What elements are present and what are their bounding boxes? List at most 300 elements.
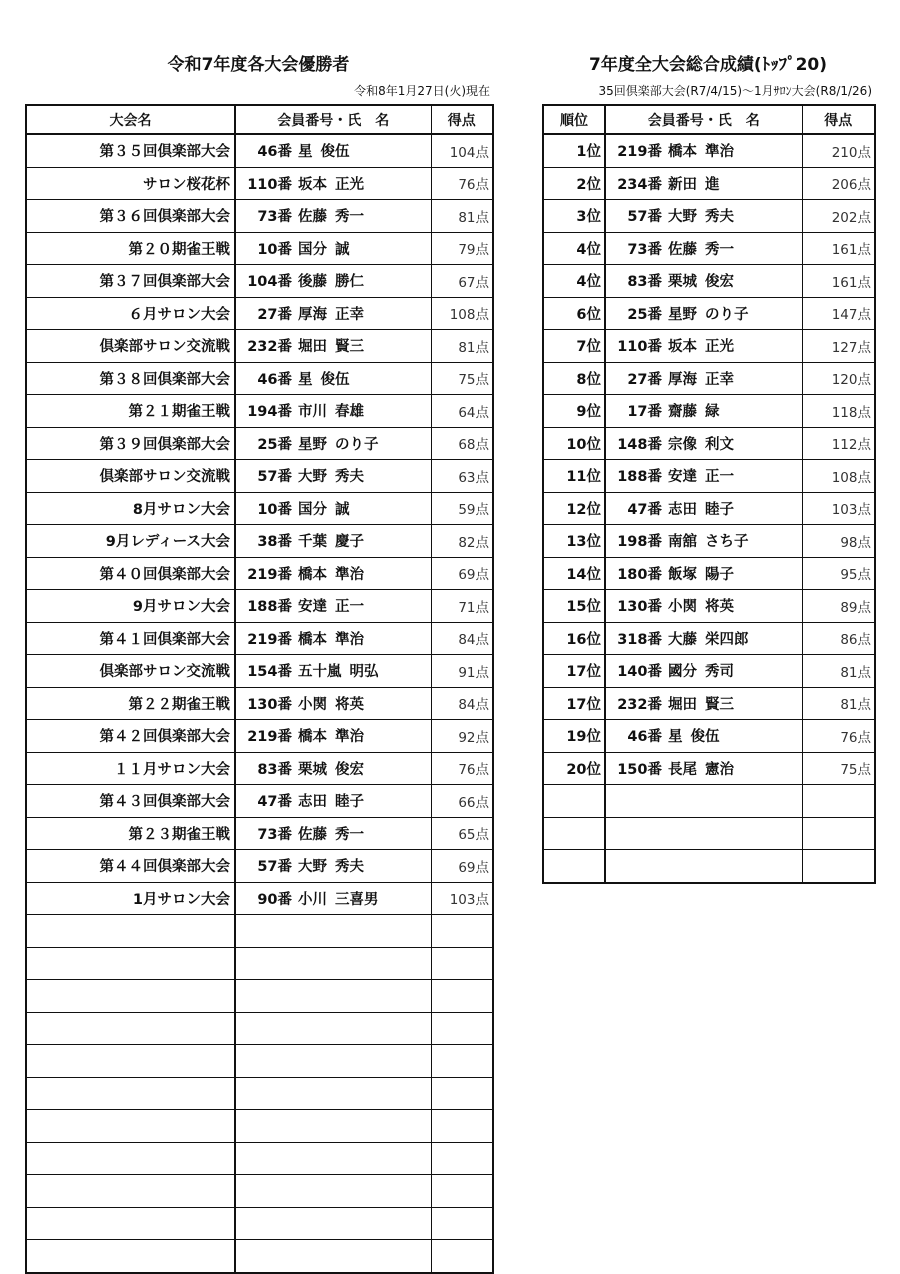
member-given-name: 正幸 <box>335 306 364 323</box>
member-given-name: さち子 <box>705 534 749 551</box>
score: 82点 <box>431 525 493 558</box>
table-row <box>26 167 493 200</box>
table-row <box>26 980 493 1013</box>
table-row <box>26 687 493 720</box>
member-number: 73番 <box>257 826 292 843</box>
score <box>431 1077 493 1110</box>
table-row <box>543 655 875 688</box>
member-surname: 安達 <box>298 599 327 616</box>
rank: 4位 <box>543 232 605 265</box>
member-cell <box>605 460 802 493</box>
score <box>802 850 875 883</box>
table-row <box>543 850 875 883</box>
member-cell <box>605 655 802 688</box>
member-given-name: 睦子 <box>705 501 734 518</box>
member-cell <box>235 232 431 265</box>
member-cell <box>235 427 431 460</box>
member-cell <box>235 1175 431 1208</box>
score: 81点 <box>802 687 875 720</box>
member-cell <box>235 980 431 1013</box>
member-surname: 市川 <box>298 404 327 421</box>
event-name: 倶楽部サロン交流戦 <box>26 460 235 493</box>
member-cell <box>235 1207 431 1240</box>
member-given-name: 睦子 <box>335 794 364 811</box>
event-name: 第２１期雀王戦 <box>26 395 235 428</box>
event-name: １１月サロン大会 <box>26 752 235 785</box>
member-surname: 宗像 <box>668 436 697 453</box>
member-given-name: 俊宏 <box>705 274 734 291</box>
member-surname: 橋本 <box>298 631 327 648</box>
member-given-name: 賢三 <box>335 339 364 356</box>
winners-table <box>25 104 494 1274</box>
member-number: 47番 <box>627 501 662 518</box>
rank <box>543 850 605 883</box>
score: 104点 <box>431 134 493 167</box>
table-row <box>543 525 875 558</box>
member-number: 154番 <box>247 664 292 681</box>
score: 118点 <box>802 395 875 428</box>
score: 84点 <box>431 687 493 720</box>
ranking-header-row <box>543 105 875 134</box>
event-name: ６月サロン大会 <box>26 297 235 330</box>
score: 79点 <box>431 232 493 265</box>
event-name: 第３５回倶楽部大会 <box>26 134 235 167</box>
member-given-name: 正光 <box>705 339 734 356</box>
score: 81点 <box>802 655 875 688</box>
event-name: 第４０回倶楽部大会 <box>26 557 235 590</box>
score: 76点 <box>431 167 493 200</box>
member-cell <box>235 817 431 850</box>
score: 75点 <box>431 362 493 395</box>
member-cell <box>235 850 431 883</box>
member-surname: 大野 <box>668 209 697 226</box>
table-row <box>26 622 493 655</box>
rank: 17位 <box>543 655 605 688</box>
member-given-name: 誠 <box>335 501 350 518</box>
table-row <box>543 330 875 363</box>
member-surname: 栗城 <box>668 274 697 291</box>
table-row <box>26 1012 493 1045</box>
table-row <box>543 720 875 753</box>
table-row <box>26 1045 493 1078</box>
rank: 19位 <box>543 720 605 753</box>
event-name: 倶楽部サロン交流戦 <box>26 330 235 363</box>
event-name: 第４４回倶楽部大会 <box>26 850 235 883</box>
member-given-name: 正一 <box>705 469 734 486</box>
rank: 13位 <box>543 525 605 558</box>
event-name: 第３９回倶楽部大会 <box>26 427 235 460</box>
member-surname: 坂本 <box>298 176 327 193</box>
score: 63点 <box>431 460 493 493</box>
event-name <box>26 1142 235 1175</box>
table-row <box>26 1142 493 1175</box>
table-row <box>543 395 875 428</box>
table-row <box>26 427 493 460</box>
member-cell <box>235 1110 431 1143</box>
member-cell <box>235 134 431 167</box>
header-member: 会員番号・氏 名 <box>605 105 802 134</box>
member-number: 234番 <box>617 176 662 193</box>
member-cell <box>605 427 802 460</box>
member-cell <box>605 395 802 428</box>
table-row <box>543 557 875 590</box>
table-row <box>543 492 875 525</box>
member-cell <box>235 525 431 558</box>
member-number: 232番 <box>617 696 662 713</box>
member-number: 110番 <box>247 176 292 193</box>
table-row <box>26 265 493 298</box>
table-row <box>26 850 493 883</box>
member-given-name: のり子 <box>335 436 379 453</box>
member-given-name: 憲治 <box>705 761 734 778</box>
table-row <box>26 525 493 558</box>
member-cell <box>235 1142 431 1175</box>
table-row <box>26 200 493 233</box>
member-given-name: 誠 <box>335 241 350 258</box>
event-name <box>26 947 235 980</box>
table-row <box>26 752 493 785</box>
right-period: 35回倶楽部大会(R7/4/15)～1月ｻﾛﾝ大会(R8/1/26) <box>598 84 872 98</box>
score: 161点 <box>802 265 875 298</box>
member-surname: 飯塚 <box>668 566 697 583</box>
score: 202点 <box>802 200 875 233</box>
member-number: 46番 <box>627 729 662 746</box>
table-row <box>26 915 493 948</box>
table-row <box>26 1077 493 1110</box>
member-given-name: 準治 <box>335 729 364 746</box>
member-cell <box>235 590 431 623</box>
member-number: 219番 <box>247 566 292 583</box>
table-row <box>26 1207 493 1240</box>
score <box>431 1012 493 1045</box>
member-given-name: 秀夫 <box>335 469 364 486</box>
member-cell <box>605 687 802 720</box>
member-given-name: 賢三 <box>705 696 734 713</box>
member-cell <box>235 362 431 395</box>
member-cell <box>235 557 431 590</box>
member-given-name: 春雄 <box>335 404 364 421</box>
rank <box>543 785 605 818</box>
score: 112点 <box>802 427 875 460</box>
member-number: 57番 <box>627 209 662 226</box>
table-row <box>26 1110 493 1143</box>
member-number: 194番 <box>247 404 292 421</box>
member-cell <box>235 1045 431 1078</box>
rank: 7位 <box>543 330 605 363</box>
member-number: 180番 <box>617 566 662 583</box>
member-number: 83番 <box>257 761 292 778</box>
member-number: 188番 <box>247 599 292 616</box>
score <box>431 915 493 948</box>
overall-ranking-table <box>542 104 876 884</box>
member-given-name: 俊伍 <box>320 371 350 388</box>
member-given-name: 秀一 <box>335 826 364 843</box>
score: 92点 <box>431 720 493 753</box>
score: 98点 <box>802 525 875 558</box>
event-name <box>26 1045 235 1078</box>
member-surname: 長尾 <box>668 761 697 778</box>
member-number: 73番 <box>257 209 292 226</box>
member-number: 46番 <box>257 144 292 161</box>
member-given-name: 勝仁 <box>335 274 364 291</box>
member-cell <box>605 362 802 395</box>
score <box>431 980 493 1013</box>
member-given-name: 俊宏 <box>335 761 364 778</box>
member-number: 25番 <box>257 436 292 453</box>
member-cell <box>605 297 802 330</box>
event-name <box>26 1175 235 1208</box>
table-row <box>26 882 493 915</box>
rank <box>543 817 605 850</box>
member-surname: 佐藤 <box>668 241 697 258</box>
member-given-name: 秀夫 <box>335 859 364 876</box>
member-given-name: 準治 <box>335 566 364 583</box>
score: 64点 <box>431 395 493 428</box>
member-given-name: 正光 <box>335 176 364 193</box>
member-surname: 栗城 <box>298 761 327 778</box>
member-cell <box>235 785 431 818</box>
member-surname: 厚海 <box>298 306 327 323</box>
member-cell <box>605 200 802 233</box>
member-surname: 国分 <box>298 501 327 518</box>
table-row <box>26 655 493 688</box>
member-surname: 堀田 <box>668 696 697 713</box>
member-given-name: 三喜男 <box>335 891 379 908</box>
member-given-name: 秀司 <box>705 664 734 681</box>
table-row <box>26 297 493 330</box>
score: 86点 <box>802 622 875 655</box>
member-surname: 後藤 <box>298 274 327 291</box>
member-number: 140番 <box>617 664 662 681</box>
event-name <box>26 980 235 1013</box>
right-title: 7年度全大会総合成績(ﾄｯﾌﾟ20) <box>588 55 828 75</box>
member-cell <box>235 492 431 525</box>
table-row <box>26 1240 493 1273</box>
table-row <box>543 590 875 623</box>
rank: 17位 <box>543 687 605 720</box>
member-surname: 大野 <box>298 469 327 486</box>
member-number: 57番 <box>257 469 292 486</box>
table-row <box>26 232 493 265</box>
score: 210点 <box>802 134 875 167</box>
member-cell <box>235 297 431 330</box>
event-name: サロン桜花杯 <box>26 167 235 200</box>
member-surname: 星 <box>298 144 313 161</box>
member-cell <box>605 557 802 590</box>
table-row <box>543 134 875 167</box>
table-row <box>26 785 493 818</box>
score: 95点 <box>802 557 875 590</box>
score: 103点 <box>802 492 875 525</box>
member-cell <box>235 655 431 688</box>
member-number: 219番 <box>247 729 292 746</box>
member-surname: 橋本 <box>668 144 697 161</box>
member-surname: 大藤 <box>668 631 697 648</box>
score: 76点 <box>802 720 875 753</box>
table-row <box>543 265 875 298</box>
member-cell <box>235 622 431 655</box>
score: 59点 <box>431 492 493 525</box>
rank: 6位 <box>543 297 605 330</box>
member-surname: 齋藤 <box>668 404 697 421</box>
member-given-name: 秀夫 <box>705 209 734 226</box>
member-number: 17番 <box>627 404 662 421</box>
event-name: 8月サロン大会 <box>26 492 235 525</box>
score <box>802 817 875 850</box>
score <box>802 785 875 818</box>
member-cell <box>605 134 802 167</box>
table-row <box>26 1175 493 1208</box>
member-number: 10番 <box>257 501 292 518</box>
member-given-name: 将英 <box>705 599 734 616</box>
member-surname: 安達 <box>668 469 697 486</box>
score: 69点 <box>431 557 493 590</box>
member-cell <box>235 1240 431 1273</box>
member-number: 232番 <box>247 339 292 356</box>
table-row <box>543 427 875 460</box>
member-number: 219番 <box>617 144 662 161</box>
member-surname: 星野 <box>298 436 327 453</box>
member-cell <box>235 1077 431 1110</box>
member-surname: 大野 <box>298 859 327 876</box>
member-number: 57番 <box>257 859 292 876</box>
header-rank: 順位 <box>543 105 605 134</box>
member-cell <box>235 687 431 720</box>
member-cell <box>605 720 802 753</box>
score <box>431 1207 493 1240</box>
member-cell <box>235 330 431 363</box>
member-cell <box>605 330 802 363</box>
score: 120点 <box>802 362 875 395</box>
member-number: 73番 <box>627 241 662 258</box>
rank: 4位 <box>543 265 605 298</box>
member-given-name: 正一 <box>335 599 364 616</box>
rank: 9位 <box>543 395 605 428</box>
member-given-name: 利文 <box>705 436 734 453</box>
event-name <box>26 1077 235 1110</box>
table-row <box>26 395 493 428</box>
member-surname: 志田 <box>298 794 327 811</box>
member-cell <box>235 947 431 980</box>
member-cell <box>605 752 802 785</box>
score: 147点 <box>802 297 875 330</box>
score: 108点 <box>802 460 875 493</box>
member-number: 130番 <box>617 599 662 616</box>
member-cell <box>235 882 431 915</box>
score: 75点 <box>802 752 875 785</box>
member-surname: 小関 <box>298 696 327 713</box>
rank: 2位 <box>543 167 605 200</box>
table-row <box>543 687 875 720</box>
member-given-name: 俊伍 <box>690 729 720 746</box>
member-number: 25番 <box>627 306 662 323</box>
winners-header-row <box>26 105 493 134</box>
member-cell <box>235 720 431 753</box>
member-surname: 橋本 <box>298 566 327 583</box>
member-number: 110番 <box>617 339 662 356</box>
member-given-name: 正幸 <box>705 371 734 388</box>
member-cell <box>235 395 431 428</box>
score <box>431 1142 493 1175</box>
member-cell <box>605 232 802 265</box>
member-surname: 小関 <box>668 599 697 616</box>
member-surname: 星 <box>298 371 313 388</box>
member-surname: 堀田 <box>298 339 327 356</box>
table-row <box>26 362 493 395</box>
event-name: 第３６回倶楽部大会 <box>26 200 235 233</box>
table-row <box>26 557 493 590</box>
member-cell <box>605 590 802 623</box>
table-row <box>543 817 875 850</box>
event-name: 第２３期雀王戦 <box>26 817 235 850</box>
score: 127点 <box>802 330 875 363</box>
member-given-name: のり子 <box>705 306 749 323</box>
table-row <box>543 200 875 233</box>
score: 206点 <box>802 167 875 200</box>
member-cell <box>605 265 802 298</box>
member-number: 104番 <box>247 274 292 291</box>
table-row <box>543 232 875 265</box>
member-number: 27番 <box>257 306 292 323</box>
member-given-name: 将英 <box>335 696 364 713</box>
member-given-name: 明弘 <box>349 664 379 681</box>
event-name: 第２０期雀王戦 <box>26 232 235 265</box>
member-surname: 星 <box>668 729 683 746</box>
rank: 14位 <box>543 557 605 590</box>
member-surname: 佐藤 <box>298 826 327 843</box>
member-number: 150番 <box>617 761 662 778</box>
score: 84点 <box>431 622 493 655</box>
member-cell <box>605 817 802 850</box>
score <box>431 1110 493 1143</box>
score: 76点 <box>431 752 493 785</box>
rank: 12位 <box>543 492 605 525</box>
member-number: 219番 <box>247 631 292 648</box>
score: 71点 <box>431 590 493 623</box>
member-cell <box>235 265 431 298</box>
table-row <box>543 362 875 395</box>
table-row <box>26 947 493 980</box>
member-surname: 千葉 <box>298 534 327 551</box>
member-cell <box>235 1012 431 1045</box>
member-number: 38番 <box>257 534 292 551</box>
score: 67点 <box>431 265 493 298</box>
rank: 1位 <box>543 134 605 167</box>
rank: 15位 <box>543 590 605 623</box>
member-surname: 國分 <box>668 664 697 681</box>
event-name: 第３８回倶楽部大会 <box>26 362 235 395</box>
member-given-name: 慶子 <box>335 534 364 551</box>
member-surname: 佐藤 <box>298 209 327 226</box>
score <box>431 947 493 980</box>
member-given-name: 準治 <box>335 631 364 648</box>
member-surname: 五十嵐 <box>298 664 342 681</box>
member-number: 130番 <box>247 696 292 713</box>
event-name <box>26 915 235 948</box>
rank: 10位 <box>543 427 605 460</box>
member-number: 198番 <box>617 534 662 551</box>
rank: 20位 <box>543 752 605 785</box>
event-name <box>26 1207 235 1240</box>
event-name: 1月サロン大会 <box>26 882 235 915</box>
member-number: 83番 <box>627 274 662 291</box>
event-name <box>26 1012 235 1045</box>
member-surname: 志田 <box>668 501 697 518</box>
table-row <box>26 492 493 525</box>
member-given-name: 俊伍 <box>320 144 350 161</box>
event-name: 9月レディース大会 <box>26 525 235 558</box>
member-number: 10番 <box>257 241 292 258</box>
